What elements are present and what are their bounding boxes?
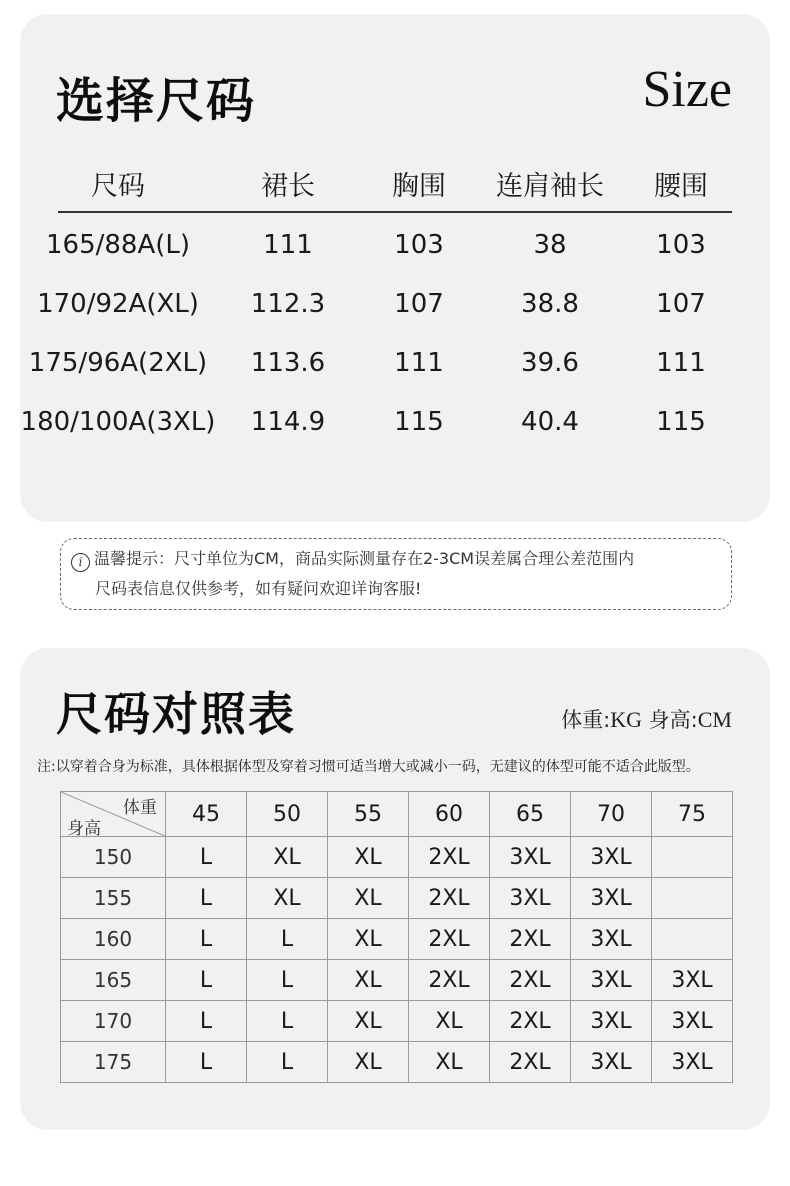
size-cell: 3XL: [652, 1001, 733, 1042]
spec-cell: 103: [656, 230, 706, 260]
height-cell: 150: [61, 837, 166, 878]
grid-corner-cell: [61, 792, 166, 837]
spec-col-waist: 腰围: [654, 171, 708, 202]
size-cell: XL: [328, 1042, 409, 1083]
size-cell: XL: [409, 1001, 490, 1042]
size-cell: 3XL: [652, 960, 733, 1001]
notice-box: [60, 538, 732, 610]
spec-cell: 115: [394, 407, 444, 437]
size-spec-card: [20, 14, 770, 522]
size-cell: 3XL: [571, 878, 652, 919]
size-grid: [60, 791, 733, 1083]
size-cell: L: [247, 919, 328, 960]
spec-cell: 165/88A(L): [45, 230, 191, 260]
size-cell: 2XL: [409, 919, 490, 960]
spec-table-row: [20, 289, 770, 329]
grid-row: [61, 1001, 733, 1042]
size-cell: XL: [328, 919, 409, 960]
spec-cell: 111: [263, 230, 313, 260]
size-cell: 2XL: [490, 1001, 571, 1042]
spec-cell: 113.6: [250, 348, 326, 378]
spec-col-sleeve: 连肩袖长: [496, 171, 604, 202]
info-icon: i: [71, 553, 90, 572]
spec-table-row: [20, 230, 770, 270]
spec-table-row: [20, 348, 770, 388]
size-title: 选择尺码: [56, 73, 257, 129]
size-title-en: Size: [642, 61, 732, 118]
size-cell: XL: [328, 960, 409, 1001]
spec-cell: 38: [533, 230, 567, 260]
size-cell: 3XL: [571, 1001, 652, 1042]
notice-line-2: 尺码表信息仅供参考，如有疑问欢迎详询客服!: [95, 579, 422, 598]
size-cell: L: [247, 1042, 328, 1083]
spec-cell: 175/96A(2XL): [28, 348, 208, 378]
corner-height-label: 身高: [67, 819, 101, 839]
spec-cell: 180/100A(3XL): [20, 407, 216, 437]
weight-header: 75: [652, 792, 733, 837]
spec-cell: 111: [656, 348, 706, 378]
spec-col-skirt-length: 裙长: [261, 171, 315, 202]
size-cell: [652, 837, 733, 878]
size-cell: L: [166, 1042, 247, 1083]
size-cell: XL: [409, 1042, 490, 1083]
size-chart-title: 尺码对照表: [56, 687, 296, 741]
spec-col-bust: 胸围: [392, 171, 446, 202]
size-cell: 2XL: [490, 960, 571, 1001]
spec-table-row: [20, 407, 770, 447]
spec-cell: 114.9: [250, 407, 326, 437]
spec-cell: 107: [656, 289, 706, 319]
grid-header-row: [61, 792, 733, 837]
weight-header: 45: [166, 792, 247, 837]
spec-header-divider: [58, 211, 732, 213]
spec-cell: 107: [394, 289, 444, 319]
size-cell: XL: [247, 837, 328, 878]
size-cell: 2XL: [409, 960, 490, 1001]
size-cell: 3XL: [571, 919, 652, 960]
spec-col-size: 尺码: [91, 171, 145, 202]
size-cell: 3XL: [490, 878, 571, 919]
height-cell: 165: [61, 960, 166, 1001]
grid-row: [61, 960, 733, 1001]
weight-header: 50: [247, 792, 328, 837]
corner-weight-label: 体重: [123, 798, 157, 818]
notice-line-1: 温馨提示：尺寸单位为CM，商品实际测量存在2-3CM误差属合理公差范围内: [94, 549, 635, 568]
size-cell: 3XL: [571, 960, 652, 1001]
size-cell: L: [166, 878, 247, 919]
spec-cell: 38.8: [521, 289, 579, 319]
grid-row: [61, 878, 733, 919]
units-label: 体重:KG 身高:CM: [561, 707, 732, 732]
size-cell: 2XL: [490, 919, 571, 960]
size-cell: [652, 878, 733, 919]
grid-row: [61, 1042, 733, 1083]
size-cell: L: [166, 1001, 247, 1042]
spec-cell: 39.6: [521, 348, 579, 378]
size-cell: L: [166, 960, 247, 1001]
fit-note: 注:以穿着合身为标准，具体根据体型及穿着习惯可适当增大或减小一码，无建议的体型可能不适合此版型。: [37, 759, 700, 775]
weight-header: 70: [571, 792, 652, 837]
size-cell: [652, 919, 733, 960]
size-cell: 3XL: [652, 1042, 733, 1083]
spec-cell: 112.3: [250, 289, 326, 319]
size-cell: 3XL: [571, 837, 652, 878]
spec-table-header: [20, 164, 770, 204]
size-cell: XL: [328, 837, 409, 878]
weight-header: 65: [490, 792, 571, 837]
size-cell: 2XL: [409, 837, 490, 878]
size-cell: 2XL: [490, 1042, 571, 1083]
size-cell: 3XL: [490, 837, 571, 878]
weight-header: 55: [328, 792, 409, 837]
size-cell: 3XL: [571, 1042, 652, 1083]
size-cell: XL: [247, 878, 328, 919]
spec-cell: 115: [656, 407, 706, 437]
height-cell: 175: [61, 1042, 166, 1083]
spec-cell: 40.4: [521, 407, 579, 437]
spec-cell: 170/92A(XL): [37, 289, 199, 319]
size-cell: 2XL: [409, 878, 490, 919]
height-cell: 160: [61, 919, 166, 960]
size-cell: L: [247, 960, 328, 1001]
spec-cell: 111: [394, 348, 444, 378]
size-cell: L: [166, 919, 247, 960]
grid-row: [61, 919, 733, 960]
size-cell: XL: [328, 1001, 409, 1042]
size-cell: L: [166, 837, 247, 878]
size-cell: XL: [328, 878, 409, 919]
spec-cell: 103: [394, 230, 444, 260]
weight-header: 60: [409, 792, 490, 837]
height-cell: 170: [61, 1001, 166, 1042]
grid-row: [61, 837, 733, 878]
height-cell: 155: [61, 878, 166, 919]
size-cell: L: [247, 1001, 328, 1042]
